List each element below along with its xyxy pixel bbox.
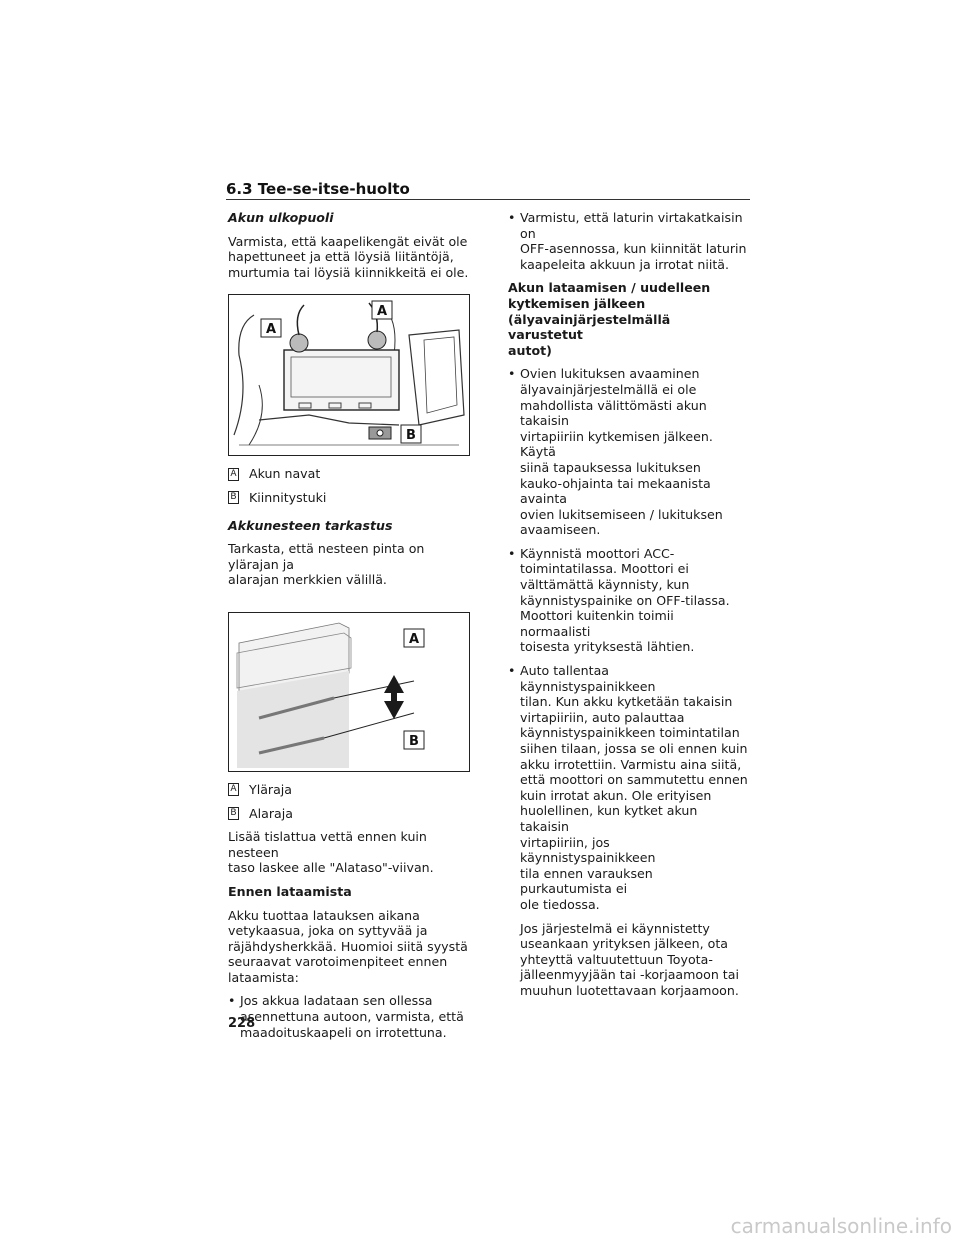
bullet-charger-switch: • Varmistu, että laturin virtakatkaisin on OFF-asennossa, kun kiinnität laturin kaapeleita akkuun ja irrotat niitä. <box>508 210 748 272</box>
section-title: 6.3 Tee-se-itse-huolto <box>226 180 410 198</box>
legend-key: A <box>228 783 239 796</box>
legend-label: Yläraja <box>249 781 293 797</box>
legend-item <box>228 490 472 506</box>
legend-label: Alaraja <box>249 805 293 821</box>
left-column <box>228 210 472 1048</box>
callout-b: B <box>406 428 416 444</box>
paragraph-before-charging: Akku tuottaa latauksen aikana vetykaasua, joka on syttyvää ja räjähdysherkkää. Huomioi siitä syystä seuraavat varotoimenpiteet ennen lataamista: <box>228 907 468 985</box>
heading-electrolyte-check: Akkunesteen tarkastus <box>228 517 393 533</box>
legend-key: A <box>228 468 239 481</box>
electrolyte-level-illustration <box>229 613 469 771</box>
callout-upper: A <box>408 631 420 647</box>
legend-key: B <box>228 807 239 820</box>
bullet-ground-cable: • Jos akkua ladataan sen ollessa asennettuna autoon, varmista, että maadoituskaapeli on irrotettuna. <box>228 993 472 1040</box>
paragraph-add-water: Lisää tislattua vettä ennen kuin nesteen taso laskee alle "Alataso"-viivan. <box>228 829 434 876</box>
right-column <box>508 210 748 1007</box>
heading-battery-exterior: Akun ulkopuoli <box>228 210 334 225</box>
callout-a-right: A <box>376 304 388 320</box>
battery-engine-illustration <box>229 295 469 455</box>
electrolyte-level-figure <box>228 612 470 772</box>
bullet-smart-key: • Ovien lukituksen avaaminen älyavainjärjestelmällä ei ole mahdollista välittömästi akun takaisin virtapiiriin kytkemisen jälkeen. Käytä siinä tapauksessa lukituksen kauko-ohjainta tai mekaanista avainta ovien lukitsemiseen / lukituksen avaamiseen. <box>508 366 748 538</box>
watermark: carmanualsonline.info <box>730 1214 952 1238</box>
legend-label: Kiinnitystuki <box>249 489 327 505</box>
legend-label: Akun navat <box>249 466 321 482</box>
callout-lower: B <box>409 733 419 749</box>
paragraph-battery-exterior: Varmista, että kaapelikengät eivät ole hapettuneet ja että löysiä liitäntöjä, murtumia tai löysiä kiinnikkeitä ei ole. <box>228 233 469 280</box>
callout-a-left: A <box>265 322 277 338</box>
heading-before-charging: Ennen lataamista <box>228 883 352 899</box>
legend-item <box>228 806 472 822</box>
legend-item <box>228 466 472 482</box>
bullet-start-button-state: • Auto tallentaa käynnistyspainikkeen tilan. Kun akku kytketään takaisin virtapiiriin, auto palauttaa käynnistyspainikkeen toimintatilan siihen tilaan, jossa se oli ennen kuin akku irrotettiin. Varmistu aina siitä, että moottori on sammutettu ennen kuin irrotat akun. Ole erityisen huolellinen, kun kytket akun takaisin virtapiiriin, jos käynnistyspainikkeen tila ennen varauksen purkautumista ei ole tiedossa. <box>508 663 748 913</box>
legend-item <box>228 782 472 798</box>
heading-after-charging: Akun lataamisen / uudelleen kytkemisen jälkeen (älyavainjärjestelmällä varustetut autot) <box>508 280 711 358</box>
battery-engine-figure <box>228 294 470 456</box>
paragraph-electrolyte-check: Tarkasta, että nesteen pinta on ylärajan ja alarajan merkkien välillä. <box>228 541 425 588</box>
legend-key: B <box>228 491 239 504</box>
page-number: 228 <box>228 1016 256 1031</box>
section-divider <box>226 199 750 200</box>
bullet-start-acc: • Käynnistä moottori ACC- toimintatilassa. Moottori ei välttämättä käynnisty, kun käynnistyspainike on OFF-tilassa. Moottori kuitenkin toimii normaalisti toisesta yrityksestä lähtien. <box>508 546 748 655</box>
paragraph-contact-dealer: Jos järjestelmä ei käynnistetty useankaan yrityksen jälkeen, ota yhteyttä valtuutettuun Toyota- jälleenmyyjään tai -korjaamoon tai muuhun luotettavaan korjaamoon. <box>520 920 739 998</box>
